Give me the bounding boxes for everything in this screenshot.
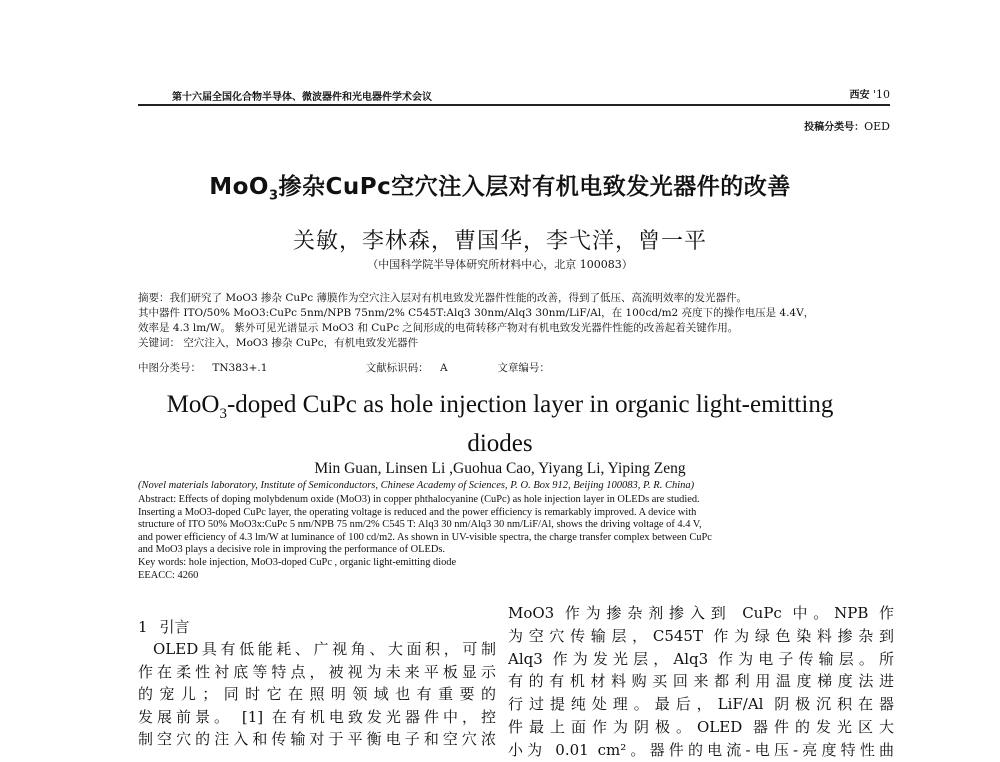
body-line: 作在柔性衬底等特点，被视为未来平板显示 <box>138 662 496 681</box>
clc-value: TN383+.1 <box>212 362 268 374</box>
english-abstract <box>138 494 890 582</box>
body-line: Alq3 作为发光层，Alq3 作为电子传输层。所 <box>508 649 894 668</box>
doc-code-label: 文献标识码： <box>365 362 429 374</box>
english-abstract-line: and MoO3 plays a decisive role in improving the performance of OLEDs. <box>138 544 446 556</box>
chinese-abstract-line: 其中器件 ITO/50% MoO3:CuPc 5nm/NPB 75nm/2% C545T:Alq3 30nm/Alq3 30nm/LiF/Al，在 100cd/m2 亮度下的操作电压是 4.4V， <box>138 307 815 319</box>
chinese-abstract-line: 摘要：我们研究了 MoO3 掺杂 CuPc 薄膜作为空穴注入层对有机电致发光器件性能的改善，得到了低压、高流明效率的发光器件。 <box>138 292 747 304</box>
article-number-label: 文章编号： <box>497 362 550 374</box>
english-abstract-line: structure of ITO 50% MoO3x:CuPc 5 nm/NPB 75 nm/2% C545 T: Alq3 30 nm/Alq3 30 nm/LiF/Al, shows the driving voltage of 4.4 V, <box>138 519 702 531</box>
classification-line <box>138 360 550 375</box>
body-line: 发展前景。 [1] 在有机电致发光器件中，控 <box>138 707 496 726</box>
body-line: 为空穴传输层，C545T 作为绿色染料掺杂到 <box>508 626 894 645</box>
body-line: 小为 0.01 cm²。器件的电流-电压-亮度特性曲 <box>508 740 894 759</box>
header-rule <box>138 104 890 106</box>
english-authors: Min Guan, Linsen Li ,Guohua Cao, Yiyang Li, Yiping Zeng <box>314 460 686 477</box>
chinese-authors: 关敏，李林森，曹国华，李弋洋，曾一平 <box>292 229 707 254</box>
conference-location <box>849 86 890 101</box>
english-title-line1: MoO$_3$-doped CuPc as hole injection layer in organic light-emitting <box>166 391 834 422</box>
eeacc-code: EEACC: 4260 <box>138 569 199 581</box>
body-line: 制空穴的注入和传输对于平衡电子和空穴浓 <box>138 730 496 748</box>
body-line: 有的有机材料购买回来都利用温度梯度法进 <box>508 672 894 691</box>
body-column-left <box>138 638 496 751</box>
conference-name: 第十六届全国化合物半导体、微波器件和光电器件学术会议 <box>172 92 432 103</box>
conference-year: '10 <box>872 88 890 101</box>
chinese-abstract <box>138 291 890 351</box>
chinese-affiliation: （中国科学院半导体研究所材料中心，北京 100083） <box>367 258 633 271</box>
clc-label: 中图分类号： <box>138 362 201 374</box>
section-title: 引言 <box>159 618 190 636</box>
english-abstract-line: Inserting a MoO3-doped CuPc layer, the operating voltage is reduced and the power efficiency is remarkably improved. A device with <box>138 506 697 518</box>
submission-category <box>804 118 890 133</box>
english-title-line2: diodes <box>467 430 533 457</box>
body-line: 件最上面作为阴极。OLED 器件的发光区大 <box>508 717 894 736</box>
english-affiliation: (Novel materials laboratory, Institute of Semiconductors, Chinese Academy of Sciences, P. O. Box 912, Beijing 100083, P. R. China) <box>138 480 695 491</box>
chinese-title: MoO$_3$掺杂CuPc空穴注入层对有机电致发光器件的改善 <box>209 174 791 204</box>
doc-code-value: A <box>440 362 448 374</box>
english-title <box>140 390 860 458</box>
section-heading <box>138 616 202 637</box>
conference-city: 西安 <box>849 90 870 101</box>
english-abstract-line: Abstract: Effects of doping molybdenum oxide (MoO3) in copper phthalocyanine (CuPc) as hole injection layer in OLEDs are studied. <box>138 494 700 505</box>
category-value: OED <box>864 120 890 133</box>
body-line: OLED具有低能耗、广视角、大面积，可制 <box>153 640 496 658</box>
english-abstract-line: and power efficiency of 4.3 lm/W at luminance of 100 cd/m2. As shown in UV-visible spectra, the charge transfer complex between CuPc <box>138 531 712 543</box>
section-number: 1 <box>138 618 148 636</box>
body-column-right <box>508 602 894 762</box>
body-line: 行过提纯处理。最后，LiF/Al 阴极沉积在器 <box>508 695 894 714</box>
chinese-abstract-line: 效率是 4.3 lm/W。 紫外可见光谱显示 MoO3 和 CuPc 之间形成的电荷转移产物对有机电致发光器件性能的改善起着关键作用。 <box>138 322 739 334</box>
body-line: MoO3 作为掺杂剂掺入到 CuPc 中。NPB 作 <box>508 604 894 622</box>
chinese-keywords: 关键词： 空穴注入，MoO3 掺杂 CuPc，有机电致发光器件 <box>138 337 419 349</box>
body-line: 的宠儿；同时它在照明领域也有重要的 <box>138 685 496 703</box>
category-label: 投稿分类号： <box>804 122 865 133</box>
english-keywords: Key words: hole injection, MoO3-doped CuPc , organic light-emitting diode <box>138 556 457 568</box>
